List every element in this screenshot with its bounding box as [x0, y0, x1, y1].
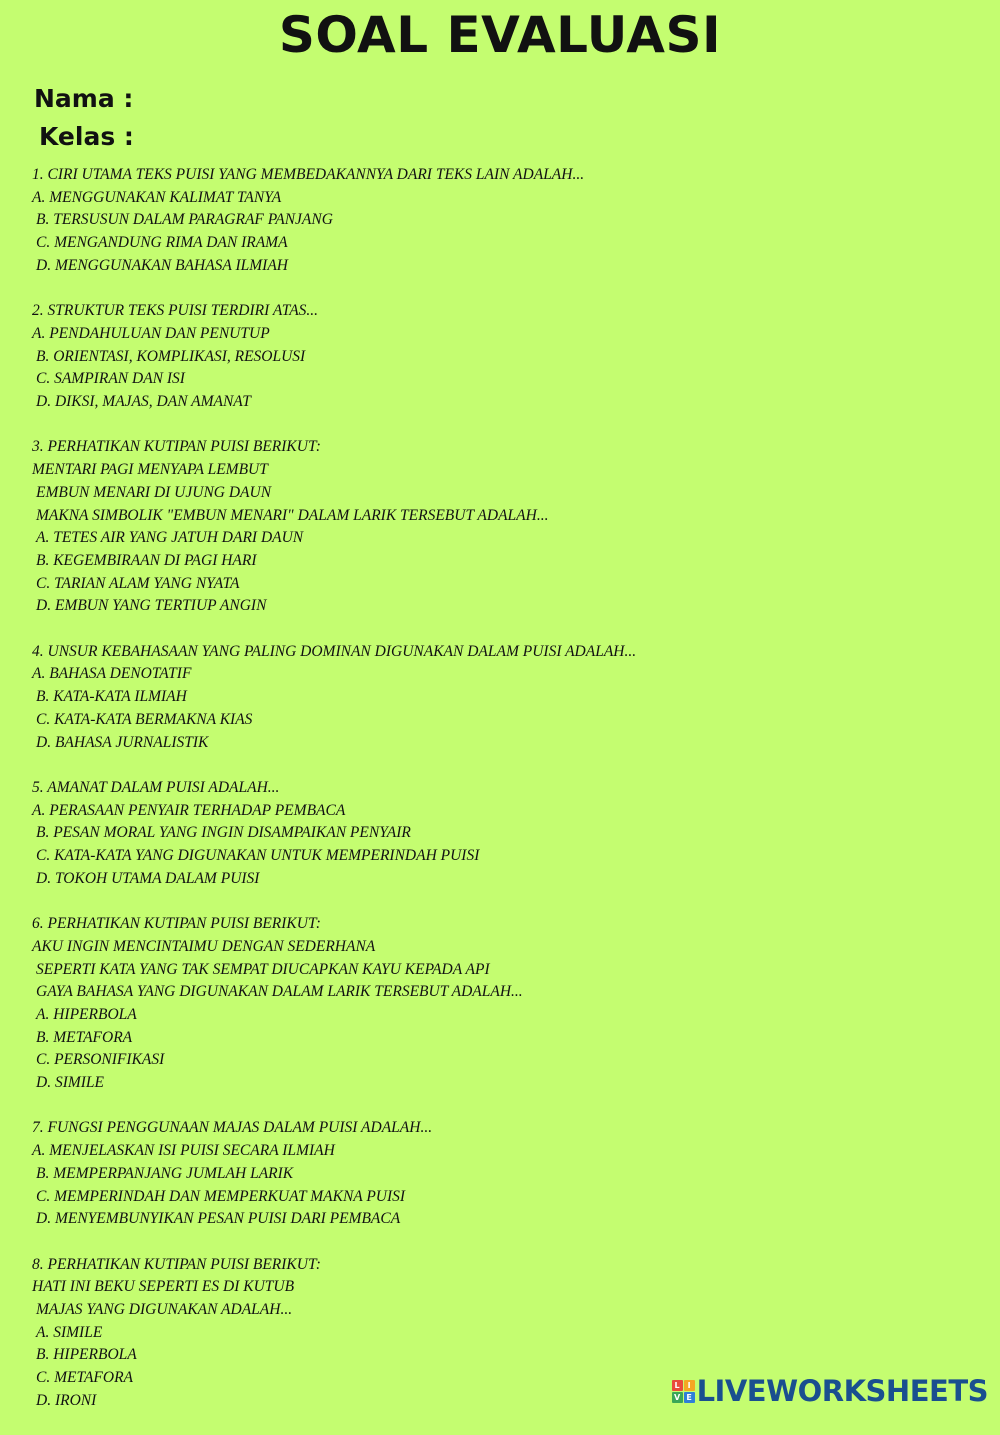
question-block: [32, 300, 982, 414]
question-block: [32, 641, 982, 755]
question-line: B. ORIENTASI, KOMPLIKASI, RESOLUSI: [36, 347, 306, 365]
question-line: B. KATA-KATA ILMIAH: [36, 688, 187, 706]
question-line: C. MENGANDUNG RIMA DAN IRAMA: [36, 234, 288, 252]
question-line: D. IRONI: [36, 1391, 97, 1409]
logo-text: LIVEWORKSHEETS: [696, 1374, 988, 1408]
page-title: SOAL EVALUASI: [278, 6, 722, 64]
question-block: [32, 164, 982, 278]
question-line: A. MENGGUNAKAN KALIMAT TANYA: [32, 188, 282, 206]
question-line: A. PERASAAN PENYAIR TERHADAP PEMBACA: [32, 801, 346, 819]
question-line: D. BAHASA JURNALISTIK: [36, 733, 209, 751]
question-line: A. HIPERBOLA: [36, 1005, 137, 1023]
logo-mark-tile: E: [684, 1392, 695, 1403]
question-text: 7. FUNGSI PENGGUNAAN MAJAS DALAM PUISI ADALAH...: [32, 1119, 433, 1137]
question-text: 5. AMANAT DALAM PUISI ADALAH...: [32, 778, 280, 796]
question-line: B. HIPERBOLA: [36, 1346, 137, 1364]
question-line: B. MEMPERPANJANG JUMLAH LARIK: [36, 1164, 294, 1182]
question-line: C. SAMPIRAN DAN ISI: [36, 370, 185, 388]
question-line: D. MENGGUNAKAN BAHASA ILMIAH: [36, 256, 288, 274]
logo-mark-tile: L: [672, 1380, 683, 1391]
question-line: C. KATA-KATA BERMAKNA KIAS: [36, 710, 253, 728]
question-text: 4. UNSUR KEBAHASAAN YANG PALING DOMINAN DIGUNAKAN DALAM PUISI ADALAH...: [32, 642, 637, 660]
question-text: 6. PERHATIKAN KUTIPAN PUISI BERIKUT:: [32, 915, 321, 933]
question-line: B. KEGEMBIRAAN DI PAGI HARI: [36, 551, 257, 569]
question-line: B. TERSUSUN DALAM PARAGRAF PANJANG: [36, 211, 333, 229]
question-line: D. TOKOH UTAMA DALAM PUISI: [36, 869, 260, 887]
question-line: A. MENJELASKAN ISI PUISI SECARA ILMIAH: [32, 1142, 335, 1160]
question-text: 3. PERHATIKAN KUTIPAN PUISI BERIKUT:: [32, 438, 321, 456]
question-line: B. PESAN MORAL YANG INGIN DISAMPAIKAN PENYAIR: [36, 824, 411, 842]
liveworksheets-mark-icon: [672, 1380, 695, 1403]
question-line: MAJAS YANG DIGUNAKAN ADALAH...: [36, 1301, 293, 1319]
question-line: MENTARI PAGI MENYAPA LEMBUT: [32, 461, 268, 479]
question-line: D. MENYEMBUNYIKAN PESAN PUISI DARI PEMBACA: [36, 1210, 401, 1228]
question-line: C. TARIAN ALAM YANG NYATA: [36, 574, 240, 592]
liveworksheets-logo: [672, 1374, 988, 1408]
question-block: [32, 913, 982, 1095]
question-line: C. MEMPERINDAH DAN MEMPERKUAT MAKNA PUISI: [36, 1187, 406, 1205]
question-line: D. DIKSI, MAJAS, DAN AMANAT: [36, 393, 251, 411]
question-line: D. EMBUN YANG TERTIUP ANGIN: [36, 597, 267, 615]
question-line: GAYA BAHASA YANG DIGUNAKAN DALAM LARIK TERSEBUT ADALAH...: [36, 983, 523, 1001]
question-line: C. KATA-KATA YANG DIGUNAKAN UNTUK MEMPERINDAH PUISI: [36, 847, 480, 865]
name-field-label: Nama :: [34, 84, 134, 113]
question-line: SEPERTI KATA YANG TAK SEMPAT DIUCAPKAN KAYU KEPADA API: [36, 960, 490, 978]
question-text: 8. PERHATIKAN KUTIPAN PUISI BERIKUT:: [32, 1255, 321, 1273]
logo-mark-tile: I: [684, 1380, 695, 1391]
question-line: C. PERSONIFIKASI: [36, 1051, 165, 1069]
question-text: 2. STRUKTUR TEKS PUISI TERDIRI ATAS...: [32, 302, 319, 320]
question-text: 1. CIRI UTAMA TEKS PUISI YANG MEMBEDAKANNYA DARI TEKS LAIN ADALAH...: [32, 166, 585, 183]
question-line: C. METAFORA: [36, 1369, 134, 1387]
question-line: MAKNA SIMBOLIK "EMBUN MENARI" DALAM LARIK TERSEBUT ADALAH...: [36, 506, 549, 524]
logo-mark-tile: V: [672, 1392, 683, 1403]
question-line: HATI INI BEKU SEPERTI ES DI KUTUB: [32, 1278, 295, 1296]
question-line: EMBUN MENARI DI UJUNG DAUN: [36, 483, 272, 501]
question-block: [32, 777, 982, 891]
class-field-label: Kelas :: [39, 122, 134, 151]
question-line: A. SIMILE: [36, 1323, 103, 1341]
question-line: A. PENDAHULUAN DAN PENUTUP: [32, 324, 270, 342]
question-line: B. METAFORA: [36, 1028, 133, 1046]
question-line: A. BAHASA DENOTATIF: [32, 665, 192, 683]
question-line: D. SIMILE: [36, 1074, 105, 1092]
question-list: [32, 164, 982, 1435]
question-line: AKU INGIN MENCINTAIMU DENGAN SEDERHANA: [32, 937, 376, 955]
question-block: [32, 1117, 982, 1231]
question-block: [32, 436, 982, 618]
question-line: A. TETES AIR YANG JATUH DARI DAUN: [36, 529, 304, 547]
